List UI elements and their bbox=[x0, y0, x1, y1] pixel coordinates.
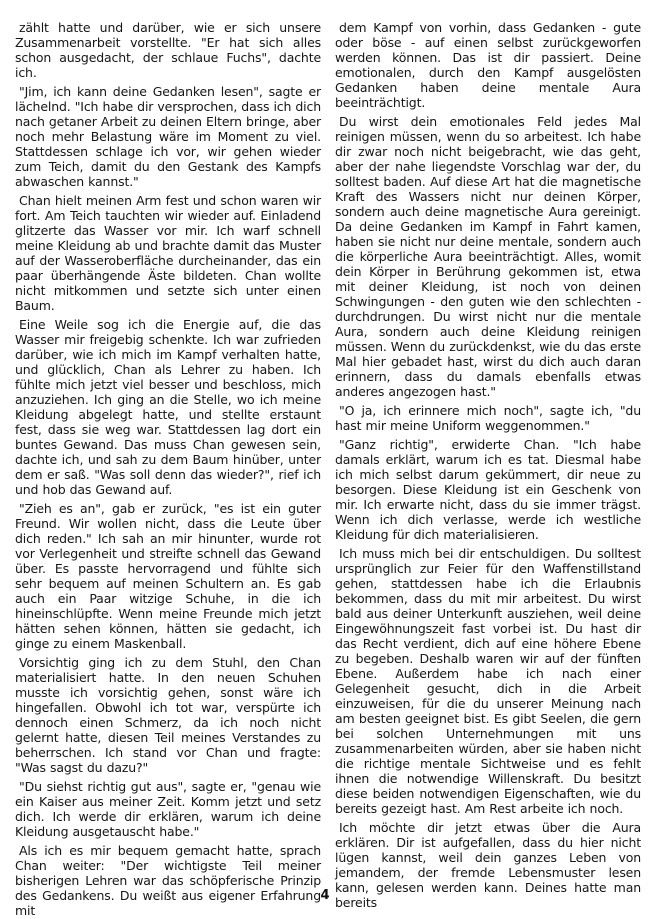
paragraph: Chan hielt meinen Arm fest und schon waren wir fort. Am Teich tauchten wir wieder auf. Einladend glitzerte das Wasser vor mir. Ich warf schnell meine Kleidung ab und brachte damit das Muster auf der Wasseroberfläche durcheinander, das ein paar überhängende Äste bildeten. Chan wollte nicht mitkommen und setzte sich unter einen Baum. bbox=[15, 193, 321, 313]
paragraph: Als ich es mir bequem gemacht hatte, sprach Chan weiter: "Der wichtigste Teil meiner bisherigen Lehren war das schöpferische Prinzip des Gedankens. Du weißt aus eigener Erfahrung mit bbox=[15, 843, 321, 918]
paragraph: "Ganz richtig", erwiderte Chan. "Ich habe damals erklärt, warum ich es tat. Diesmal habe ich mich selbst darum gekümmert, dir neue zu besorgen. Diese Kleidung ist ein Geschenk von mir. Ich erwarte nicht, dass du sie immer trägst. Wenn ich dich verlasse, werde ich westliche Kleidung für dich materialisieren. bbox=[335, 437, 641, 542]
paragraph: dem Kampf von vorhin, dass Gedanken - gute oder böse - auf einen selbst zurückgeworfen werden können. Das ist dir passiert. Deine emotionalen, durch den Kampf ausgelösten Gedanken haben deine mentale Aura beeinträchtigt. bbox=[335, 20, 641, 110]
page-number: 4 bbox=[320, 888, 330, 903]
paragraph: "O ja, ich erinnere mich noch", sagte ich, "du hast mir meine Uniform weggenommen." bbox=[335, 403, 641, 433]
text-columns bbox=[15, 20, 641, 918]
left-column bbox=[15, 20, 321, 918]
paragraph: "Jim, ich kann deine Gedanken lesen", sagte er lächelnd. "Ich habe dir versprochen, dass ich dich nach getaner Arbeit zu deinen Eltern bringe, aber noch mehr Belastung wäre im Moment zu viel. Stattdessen schlage ich vor, wir gehen wieder zum Teich, damit du den Gestank des Kampfs abwaschen kannst." bbox=[15, 84, 321, 189]
paragraph: Eine Weile sog ich die Energie auf, die das Wasser mir freigebig schenkte. Ich war zufrieden darüber, wie ich mich im Kampf verhalten hatte, und glücklich, Chan als Lehrer zu haben. Ich fühlte mich jetzt viel besser und beschloss, mich anzuziehen. Ich ging an die Stelle, wo ich meine Kleidung abgelegt hatte, und stellte erstaunt fest, dass sie weg war. Stattdessen lag dort ein buntes Gewand. Das muss Chan gewesen sein, dachte ich, und sah zu dem Baum hinüber, unter dem er saß. "Was soll denn das wieder?", rief ich und hob das Gewand auf. bbox=[15, 317, 321, 497]
paragraph: Ich muss mich bei dir entschuldigen. Du solltest ursprünglich zur Feier für den Waffenstillstand gehen, stattdessen habe ich die Erlaubnis bekommen, dass du mit mir arbeitest. Du wirst bald aus deiner Unterkunft ausziehen, weil deine Eingewöhnungszeit fast vorbei ist. Du hast dir das Recht verdient, dich auf eine höhere Ebene zu begeben. Deshalb waren wir auf der fünften Ebene. Außerdem habe ich nach einer Gelegenheit gesucht, dich in die Arbeit einzuweisen, für die du unserer Meinung nach am besten geeignet bist. Es gibt Seelen, die gern bei solchen Unternehmungen mit uns zusammenarbeiten würden, aber sie haben nicht die richtige mentale Sichtweise und es fehlt ihnen die notwendige Willenskraft. Du besitzt diese beiden notwendigen Eigenschaften, wie du bereits gezeigt hast. Am Rest arbeite ich noch. bbox=[335, 546, 641, 816]
paragraph: zählt hatte und darüber, wie er sich unsere Zusammenarbeit vorstellte. "Er hat sich alles schon ausgedacht, der schlaue Fuchs", dachte ich. bbox=[15, 20, 321, 80]
paragraph: "Zieh es an", gab er zurück, "es ist ein guter Freund. Wir wollen nicht, dass die Leute über dich reden." Ich sah an mir hinunter, wurde rot vor Verlegenheit und streifte schnell das Gewand über. Es passte hervorragend und fühlte sich sehr bequem auf meinen Schultern an. Es gab auch ein Paar witzige Schuhe, in die ich hineinschlüpfte. Wenn meine Freunde mich jetzt hätten sehen können, hätten sie gedacht, ich ginge zu einem Maskenball. bbox=[15, 501, 321, 651]
paragraph: Ich möchte dir jetzt etwas über die Aura erklären. Dir ist aufgefallen, dass du hier nicht lügen kannst, weil dein ganzes Leben von jemandem, der fremde Lebensmuster lesen kann, gelesen werden kann. Deines hatte man bereits bbox=[335, 820, 641, 910]
paragraph: Vorsichtig ging ich zu dem Stuhl, den Chan materialisiert hatte. In den neuen Schuhen musste ich vorsichtig gehen, sonst wäre ich hingefallen. Obwohl ich tot war, verspürte ich dennoch einen Schmerz, da ich noch nicht gelernt hatte, diesen Teil meines Verstandes zu beherrschen. Ich stand vor Chan und fragte: "Was sagst du dazu?" bbox=[15, 655, 321, 775]
right-column bbox=[335, 20, 641, 918]
paragraph: Du wirst dein emotionales Feld jedes Mal reinigen müssen, wenn du so arbeitest. Ich habe dir zwar noch nicht beigebracht, wie das geht, aber der nahe liegendste Vorschlag war der, du solltest baden. Auf diese Art hat die magnetische Kraft des Wassers nicht nur deinen Körper, sondern auch deine magnetische Aura gereinigt. Da deine Gedanken im Kampf in Fahrt kamen, haben sie nicht nur deine mentale, sondern auch die körperliche Aura beeinträchtigt. Alles, womit dein Körper in Berührung gekommen ist, etwa mit deiner Kleidung, ist noch von deinen Schwingungen - den guten wie den schlechten - durchdrungen. Du wirst nicht nur die mentale Aura, sondern auch deine Kleidung reinigen müssen. Wenn du zurückdenkst, wie du das erste Mal hier gebadet hast, wirst du dich auch daran erinnern, dass du damals ebenfalls etwas anderes angezogen hast." bbox=[335, 114, 641, 399]
paragraph: "Du siehst richtig gut aus", sagte er, "genau wie ein Kaiser aus meiner Zeit. Komm jetzt und setz dich. Ich werde dir erklären, warum ich deine Kleidung ausgetauscht habe." bbox=[15, 779, 321, 839]
